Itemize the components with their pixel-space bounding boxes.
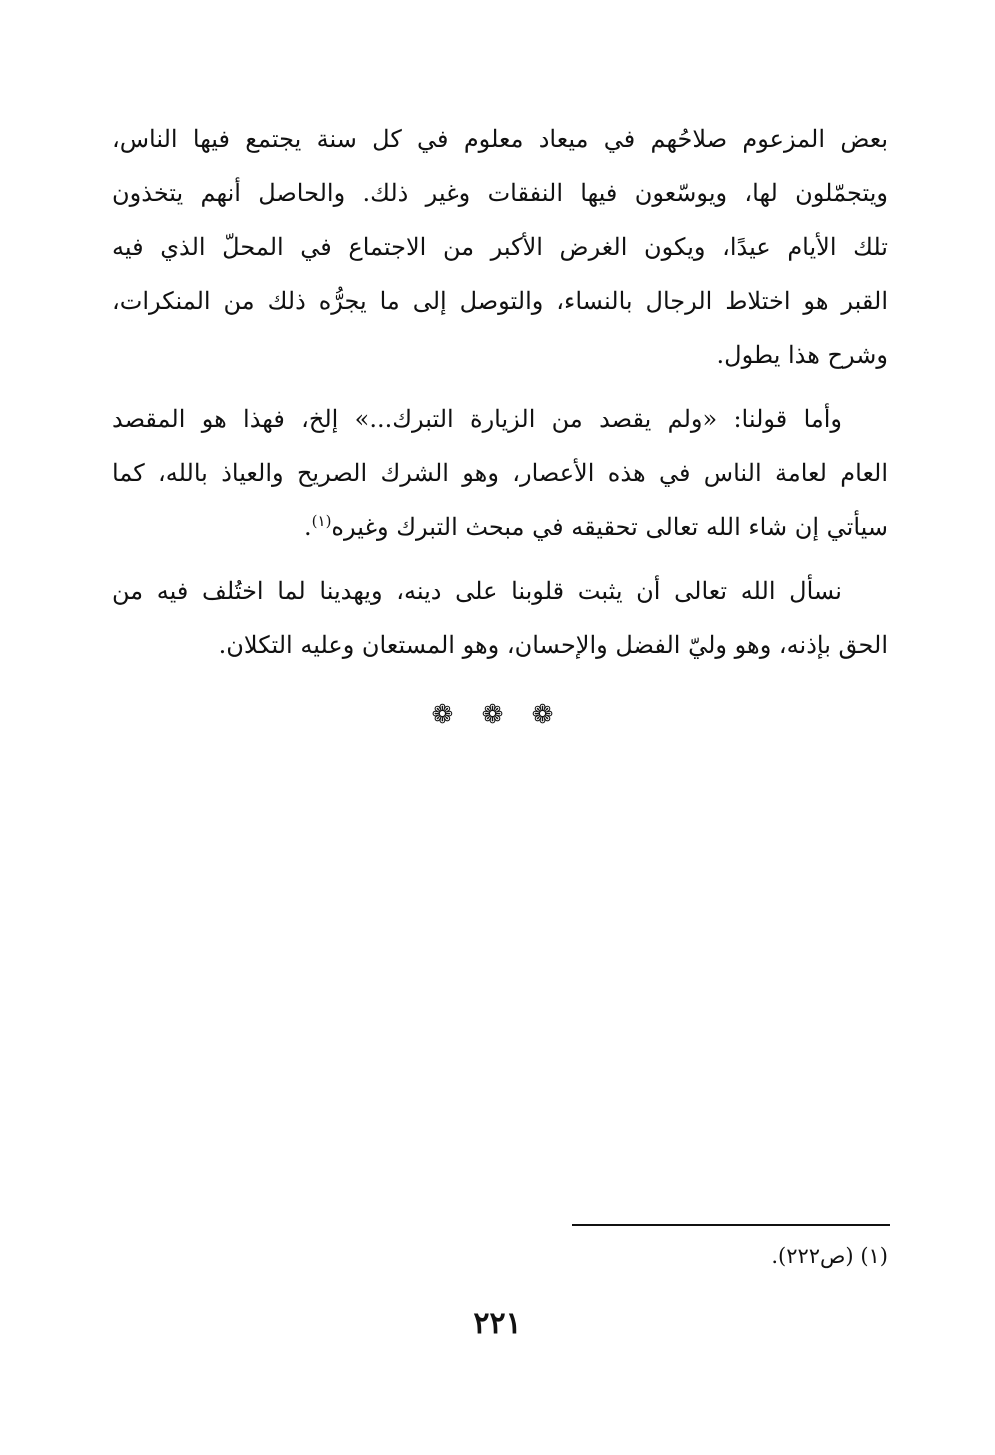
section-ornament: ❁ ❁ ❁	[431, 700, 564, 730]
page-number: ٢٢١	[473, 1306, 522, 1341]
footnote-text: (ص٢٢٢).	[771, 1244, 854, 1268]
text-line: الحق بإذنه، وهو وليّ الفضل والإحسان، وهو المستعان وعليه التكلان.	[218, 631, 888, 659]
footnote-number: (١)	[860, 1244, 888, 1268]
paragraph-2	[112, 392, 888, 554]
text-line: سيأتي إن شاء الله تعالى تحقيقه في مبحث التبرك وغيره	[331, 513, 888, 541]
main-text	[112, 112, 888, 682]
footnote	[771, 1244, 888, 1268]
footnote-divider	[572, 1224, 890, 1226]
text-line: نسأل الله تعالى أن يثبت قلوبنا على دينه، ويهدينا لما اختُلف فيه من	[112, 577, 842, 605]
paragraph-1	[112, 112, 888, 382]
paragraph-3	[112, 564, 888, 672]
sentence-end: .	[304, 513, 312, 541]
text-line-with-footnote	[112, 500, 888, 554]
text-line: بعض المزعوم صلاحُهم في ميعاد معلوم في كل سنة يجتمع فيها الناس،	[112, 125, 888, 153]
text-line: وشرح هذا يطول.	[716, 341, 888, 369]
footnote-marker[interactable]: (١)	[311, 512, 332, 530]
text-line: القبر هو اختلاط الرجال بالنساء، والتوصل إلى ما يجرُّه ذلك من المنكرات،	[112, 287, 888, 315]
text-line: ويتجمّلون لها، ويوسّعون فيها النفقات وغير ذلك. والحاصل أنهم يتخذون	[112, 179, 888, 207]
text-line: العام لعامة الناس في هذه الأعصار، وهو الشرك الصريح والعياذ بالله، كما	[112, 459, 888, 487]
text-line: تلك الأيام عيدًا، ويكون الغرض الأكبر من الاجتماع في المحلّ الذي فيه	[112, 233, 888, 261]
text-line: وأما قولنا: «ولم يقصد من الزيارة التبرك...» إلخ، فهذا هو المقصد	[112, 405, 842, 433]
